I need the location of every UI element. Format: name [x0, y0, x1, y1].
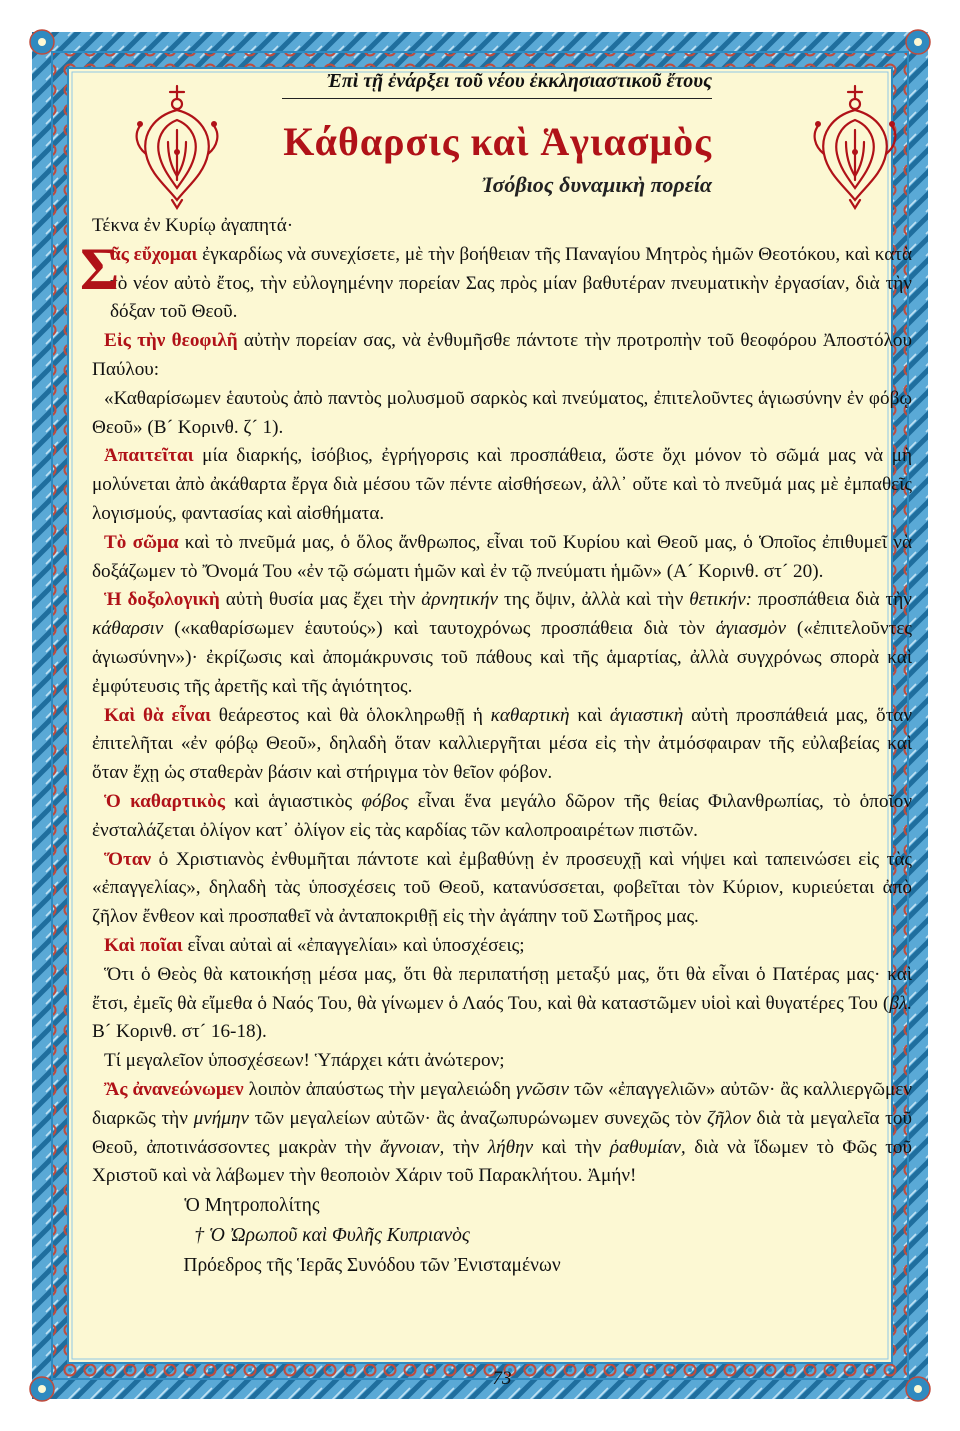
text-run: τῶν μεγαλείων αὐτῶν· ἂς ἀναζωπυρώνωμεν συνεχῶς τὸν	[249, 1107, 707, 1129]
text-run: διὰ νὰ ἴδωμεν τὸ Φῶς τοῦ Χριστοῦ καὶ νὰ λάβωμεν τὴν θεοποιὸν Χάριν τοῦ Παρακλήτου. Ἀμήν!	[92, 1136, 913, 1187]
text-run: αὐτὴ θυσία μας ἔχει τὴν	[219, 589, 422, 611]
paragraph-6	[92, 702, 912, 788]
lead-phrase: Ἡ δοξολογικὴ	[104, 589, 220, 611]
paragraph-5	[92, 586, 912, 701]
italic-run: μνήμην	[193, 1107, 249, 1129]
italic-run: ἁγιαστικὴ	[609, 704, 684, 726]
ornament-left-icon	[132, 82, 222, 210]
lead-phrase: Ἀπαιτεῖται	[104, 445, 194, 467]
page-number: 73	[492, 1368, 512, 1389]
signature-title: Ὁ Μητροπολίτης	[184, 1195, 320, 1217]
lead-phrase: Ὅταν	[104, 848, 152, 870]
text-run: διὰ τὰ μεγαλεῖα τοῦ Θεοῦ, ἀποτινάσσοντες μακρὰν τὴν	[92, 1107, 912, 1158]
text-run: τὴν	[444, 1136, 488, 1158]
text-run: λοιπὸν ἀπαύστως τὴν μεγαλειώδη	[243, 1078, 517, 1100]
lead-phrase: Καὶ θὰ εἶναι	[104, 704, 211, 726]
subtitle: Ἰσόβιος δυναμικὴ πορεία	[481, 172, 712, 197]
italic-run: καθαρτικὴ	[490, 704, 570, 726]
signature-office: Πρόεδρος τῆς Ἱερᾶς Συνόδου τῶν Ἐνισταμένων	[183, 1255, 561, 1277]
salutation: Τέκνα ἐν Κυρίῳ ἀγαπητά·	[92, 215, 294, 236]
text-run: τῶν «ἐπαγγελιῶν» αὐτῶν· ἂς καλλιεργῶμεν διαρκῶς τὴν	[92, 1078, 912, 1129]
lead-phrase: Ἂς ἀνανεώνωμεν	[104, 1078, 244, 1100]
lead-phrase: ᾶς εὔχομαι	[110, 243, 198, 265]
italic-run: φόβος	[361, 790, 409, 812]
drop-cap: Σ	[80, 235, 120, 302]
text-run: Ὅτι ὁ Θεὸς θὰ κατοικήσῃ μέσα μας, ὅτι θὰ περιπατήσῃ μεταξύ μας, ὅτι θὰ εἶναι ὁ Πατέρας μας· καὶ ἔτσι, ἐμεῖς θὰ εἴμεθα ὁ Ναός Του, θὰ γίνωμεν ὁ Λαός Του, καὶ θὰ καταστῶμεν υἱοὶ καὶ θυγατέρες Του (	[92, 963, 912, 1014]
text-run: της ὄψιν, ἀλλὰ καὶ τὴν	[498, 589, 690, 611]
lead-phrase: Εἰς τὴν θεοφιλῆ	[104, 330, 238, 352]
paragraph-1	[80, 235, 913, 327]
paragraph-9	[92, 932, 912, 961]
ornament-right-icon	[810, 82, 900, 210]
paragraph-2	[92, 327, 912, 385]
text-run: θεάρεστος καὶ θὰ ὁλοκληρωθῇ ἡ	[210, 704, 491, 726]
letter-body	[80, 212, 913, 1281]
paragraph-8	[92, 846, 912, 932]
lead-phrase: Τὸ σῶμα	[104, 531, 179, 553]
paragraph-3	[92, 442, 912, 528]
italic-run: ἄγνοιαν,	[379, 1136, 445, 1158]
content-area	[80, 60, 913, 1400]
italic-run: θετικήν:	[689, 589, 753, 611]
lead-phrase: Ὁ καθαρτικὸς	[104, 790, 225, 812]
signature-name: † Ὁ Ὠρωποῦ καὶ Φυλῆς Κυπριανὸς	[194, 1225, 470, 1247]
text-run: προσπάθεια διὰ τὴν	[752, 589, 912, 611]
page-title: Κάθαρσις καὶ Ἁγιασμὸς	[283, 119, 712, 164]
text-run: («ἐπιτελοῦντες ἁγιωσύνην»)· ἐκρίζωσις καὶ ἀπομάκρυνσις τοῦ πάθους καὶ τῆς ἁμαρτίας, ἀλλὰ συγχρόνως σπορὰ καὶ ἐμφύτευσις τῆς ἀρετῆς καὶ τῆς ἁγιότητος.	[92, 618, 912, 697]
paragraph-text: ἐγκαρδίως νὰ συνεχίσετε, μὲ τὴν βοήθειαν τῆς Παναγίου Μητρὸς ἡμῶν Θεοτόκου, καὶ κατὰ τὸ νέον αὐτὸ ἔτος, τὴν εὐλογημένην πορείαν Σας πρὸς μίαν βαθυτέραν πνευματικὴν ἐργασίαν, διὰ τὴν δόξαν τοῦ Θεοῦ.	[110, 243, 913, 323]
paragraph-4	[92, 529, 912, 587]
text-run: καὶ τὴν	[533, 1136, 610, 1158]
italic-run: ῥαθυμίαν,	[609, 1136, 686, 1158]
text-run: αὐτὴ προσπάθειά μας, ὅταν ἐπιτελῆται «ἐν φόβῳ Θεοῦ», δηλαδὴ ὅταν καλλιεργῆται μέσα εἰς τὴν ἀτμόσφαιραν τῆς εὐλαβείας καὶ ὅταν ἔχῃ ὡς σταθερὰν βάσιν καὶ στήριγμα τὸν θεῖον φόβον.	[92, 704, 913, 784]
italic-run: ἀρνητικήν	[421, 589, 499, 611]
text-run: καὶ	[569, 704, 610, 726]
paragraph-12	[92, 1076, 912, 1191]
paragraph-11: Τί μεγαλεῖον ὑποσχέσεων! Ὑπάρχει κάτι ἀνώτερον;	[104, 1050, 505, 1072]
paragraph-text: ὁ Χριστιανὸς ἐνθυμῆται πάντοτε καὶ ἐμβαθύνῃ ἐν προσευχῇ καὶ νήψει καὶ ταπεινώσει εἰς τὰς «ἐπαγγελίας», δηλαδὴ τὰς ὑποσχέσεις τοῦ Θεοῦ, κατανύσσεται, φοβεῖται τὸν Κύριον, κυριεύεται ἀπὸ ζῆλον ἔνθεον καὶ προσπαθεῖ νὰ ἀνταποκριθῇ εἰς τὴν ἀγάπην τοῦ Σωτῆρος μας.	[92, 848, 912, 928]
text-run: καὶ ἁγιαστικὸς	[225, 790, 362, 812]
text-run: («καθαρίσωμεν ἑαυτούς») καὶ ταυτοχρόνως προσπάθεια διὰ τὸν	[163, 618, 716, 640]
italic-run: κάθαρσιν	[92, 618, 164, 640]
paragraph-10	[92, 961, 912, 1047]
italic-run: βλ.	[889, 992, 912, 1014]
lead-phrase: Καὶ ποῖαι	[104, 934, 183, 956]
italic-run: ζῆλον	[707, 1107, 751, 1129]
paragraph-text: μία διαρκής, ἰσόβιος, ἐγρήγορσις καὶ προσπάθεια, ὥστε ὄχι μόνον τὸ σῶμά μας νὰ μὴ μολύνεται ἀπὸ ἀκάθαρτα ἔργα διὰ μέσου τῶν πέντε αἰσθήσεων, ἀλλ᾿ οὔτε καὶ τὸ πνεῦμά μας μὲ ἐμπαθεῖς λογισμούς, φαντασίας καὶ αἰσθήματα.	[92, 445, 912, 524]
italic-run: γνῶσιν	[516, 1078, 569, 1100]
italic-run: λήθην	[487, 1136, 534, 1158]
italic-run: ἁγιασμὸν	[715, 618, 786, 640]
text-run: εἶναι ἕνα μεγάλο δῶρον τῆς θείας Φιλανθρωπίας, τὸ ὁποῖον ἐνσταλάζεται ὀλίγον κατ᾿ ὀλίγον εἰς τὰς καρδίας τῶν καλοπροαιρέτων πιστῶν.	[92, 790, 912, 841]
quote-paragraph: «Καθαρίσωμεν ἑαυτοὺς ἀπὸ παντὸς μολυσμοῦ σαρκὸς καὶ πνεύματος, ἐπιτελοῦντες ἁγιωσύνην ἐν φόβῳ Θεοῦ» (Β´ Κορινθ. ζ´ 1).	[92, 387, 912, 438]
paragraph-text: εἶναι αὐταὶ αἱ «ἐπαγγελίαι» καὶ ὑποσχέσεις;	[182, 934, 525, 956]
text-run: Β´ Κορινθ. στ´ 16-18).	[92, 1021, 267, 1043]
paragraph-text: καὶ τὸ πνεῦμά μας, ὁ ὅλος ἄνθρωπος, εἶναι τοῦ Κυρίου καὶ Θεοῦ μας, ὁ Ὁποῖος ἐπιθυμεῖ νὰ δοξάζωμεν τὸ Ὄνομά Του «ἐν τῷ σώματι ἡμῶν καὶ ἐν τῷ πνεύματι ἡμῶν» (Α´ Κορινθ. στ´ 20).	[92, 531, 912, 582]
paragraph-text: αὐτὴν πορείαν σας, νὰ ἐνθυμῆσθε πάντοτε τὴν προτροπὴν τοῦ θεοφόρου Ἀποστόλου Παύλου:	[92, 330, 912, 380]
paragraph-7	[92, 788, 912, 846]
kicker: Ἐπὶ τῇ ἐνάρξει τοῦ νέου ἐκκλησιαστικοῦ ἔτους	[282, 70, 712, 99]
